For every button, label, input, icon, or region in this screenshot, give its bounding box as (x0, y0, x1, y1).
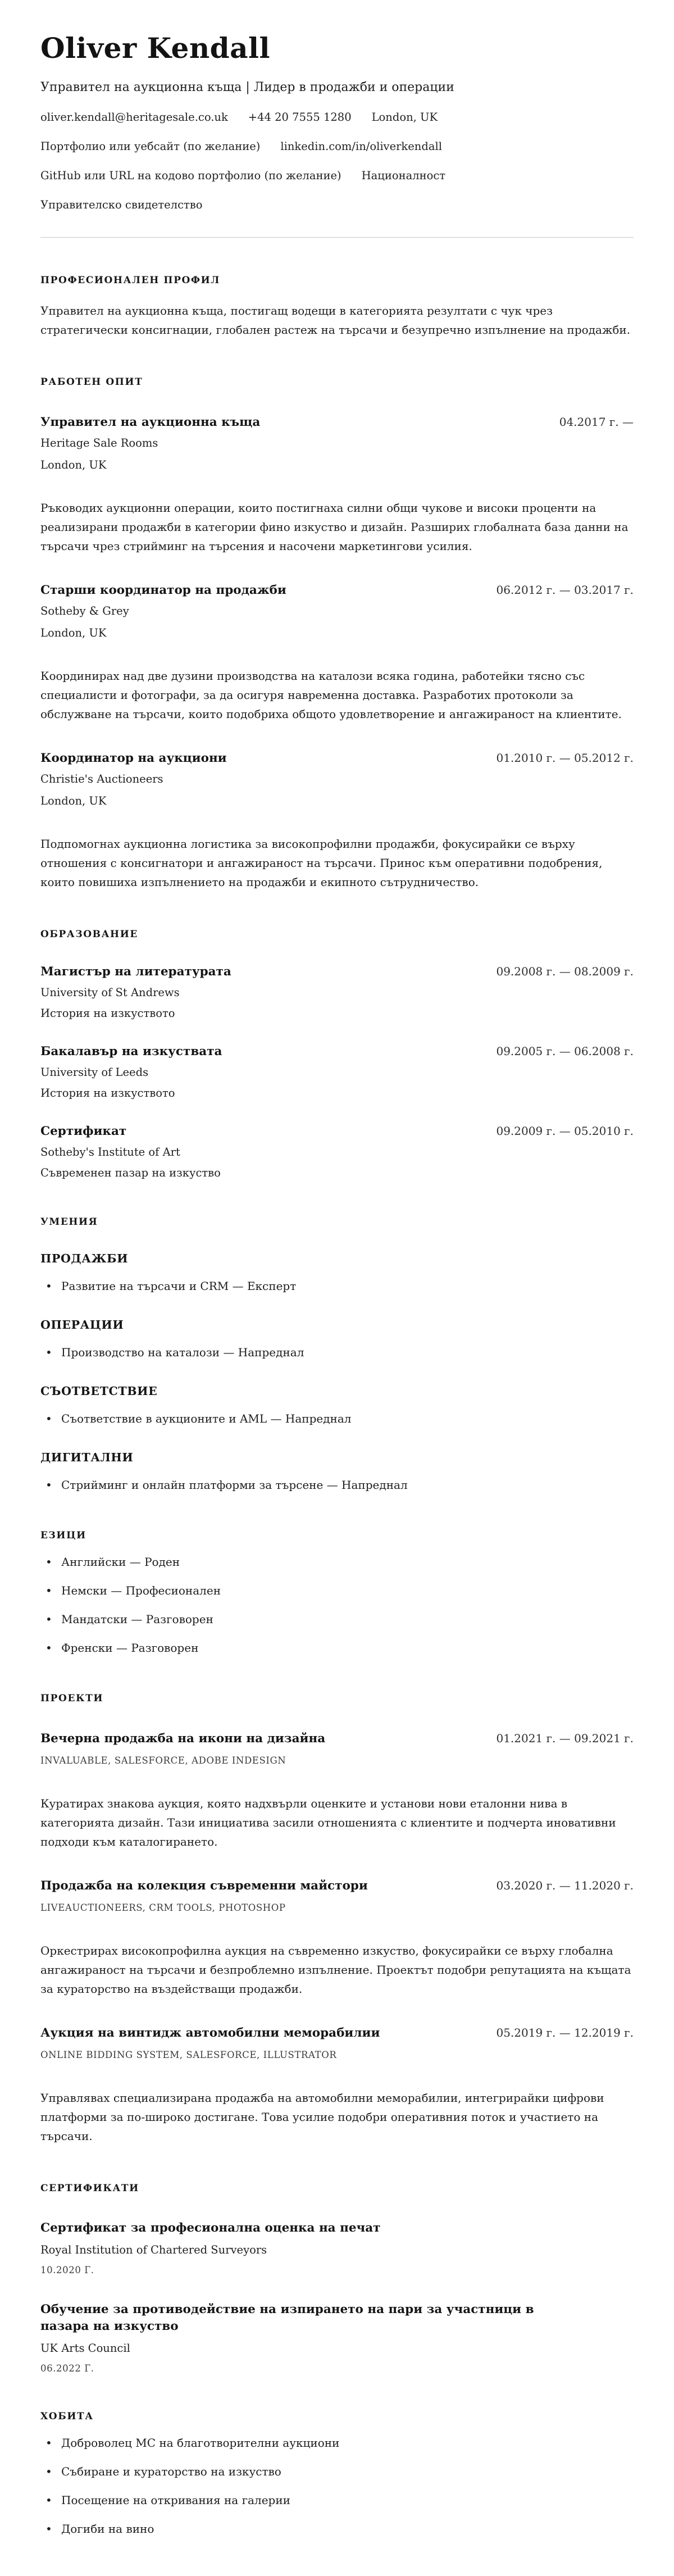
bullet-icon: • (45, 1412, 52, 1426)
project-dates: 03.2020 г. — 11.2020 г. (496, 1879, 634, 1893)
job-entry (40, 750, 634, 892)
project-description: Управлявах специализирана продажба на автомобилни меморабилии, интегрирайки цифрови платформи за по-широко достигане. Това усилие подобри оперативния поток и участието на търсачи. (40, 2091, 604, 2143)
person-name: Oliver Kendall (40, 31, 271, 65)
bullet-icon: • (45, 1612, 52, 1627)
header-divider (40, 237, 634, 238)
skill-list (40, 1279, 634, 1294)
job-title: Управител на аукционна къща (40, 415, 261, 429)
hobby-list (40, 2436, 634, 2537)
section-title-projects: ПРОЕКТИ (40, 1693, 103, 1705)
contact-email: oliver.kendall@heritagesale.co.uk (40, 111, 228, 124)
job-dates: 06.2012 г. — 03.2017 г. (496, 583, 634, 597)
school-name: Sotheby's Institute of Art (40, 1146, 180, 1159)
project-description: Оркестрирах високопрофилна аукция на съвременно изкуство, фокусирайки се върху глобална ангажираност на търсачи и безпроблемно изпълнение. Проектът подобри репутацията на къщата за кураторство на въздействащи продажби. (40, 1944, 631, 1996)
contact-row-1 (40, 111, 634, 124)
contact-github-placeholder: GitHub или URL на кодово портфолио (по желание) (40, 169, 341, 182)
language-list (40, 1555, 634, 1656)
job-title: Старши координатор на продажби (40, 583, 286, 598)
field-of-study: История на изкуството (40, 1007, 175, 1020)
project-title: Аукция на винтидж автомобилни меморабилии (40, 2026, 380, 2041)
project-title: Вечерна продажба на икони на дизайна (40, 1732, 326, 1746)
job-company: Heritage Sale Rooms (40, 437, 158, 450)
field-of-study: История на изкуството (40, 1087, 175, 1100)
hobby-item: • Доброволец МС на благотворителни аукциони (45, 2436, 340, 2450)
school-name: University of Leeds (40, 1066, 149, 1079)
bullet-icon: • (45, 2465, 52, 2479)
field-of-study: Съвременен пазар на изкуство (40, 1166, 221, 1180)
contact-portfolio-placeholder: Портфолио или уебсайт (по желание) (40, 140, 261, 153)
skill-group-operations: ОПЕРАЦИИ (40, 1318, 124, 1332)
degree-dates: 09.2009 г. — 05.2010 г. (496, 1124, 634, 1138)
job-description: Подпомогнах аукционна логистика за високопрофилни продажби, фокусирайки се върху отношения с консигнатори и ангажираност на търсачи. Принос към оперативни подобрения, които повишиха изпълнението на продажби и екипното сътрудничество. (40, 837, 603, 889)
degree-dates: 09.2005 г. — 06.2008 г. (496, 1044, 634, 1058)
certification-title: Сертификат за професионална оценка на печат (40, 2221, 381, 2236)
degree-dates: 09.2008 г. — 08.2009 г. (496, 965, 634, 979)
contact-linkedin: linkedin.com/in/oliverkendall (280, 140, 442, 153)
contact-phone: +44 20 7555 1280 (248, 111, 352, 124)
bullet-icon: • (45, 1346, 52, 1360)
job-description: Ръководих аукционни операции, които постигнаха силни общи чукове и високи проценти на реализирани продажби в категории фино изкуство и дизайн. Разширих глобалната база данни на търсачи чрез стрийминг на търсения и насочени маркетингови усилия. (40, 501, 629, 553)
job-description: Координирах над две дузини производства на каталози всяка година, работейки тясно със специалисти и фотографи, за да осигуря навременна доставка. Разработих протоколи за обслужване на търсачи, които подобриха общото удовлетворение и ангажираност на клиентите. (40, 669, 622, 721)
bullet-icon: • (45, 1279, 52, 1293)
contact-row-3 (40, 169, 634, 182)
section-title-education: ОБРАЗОВАНИЕ (40, 929, 138, 941)
job-dates: 01.2010 г. — 05.2012 г. (496, 751, 634, 765)
project-dates: 01.2021 г. — 09.2021 г. (496, 1732, 634, 1746)
skill-list (40, 1478, 634, 1493)
certification-date: 10.2020 Г. (40, 2265, 94, 2276)
section-title-hobbies: ХОБИТА (40, 2411, 94, 2423)
skill-item: • Стрийминг и онлайн платформи за търсене — Напреднал (45, 1478, 408, 1492)
section-title-experience: РАБОТЕН ОПИТ (40, 376, 143, 388)
contact-location: London, UK (371, 111, 438, 124)
hobby-item: • Посещение на откривания на галерии (45, 2493, 290, 2507)
certification-entry (40, 2301, 634, 2374)
hobby-item: • Събиране и кураторство на изкуство (45, 2465, 281, 2479)
hobby-item: • Догиби на вино (45, 2522, 154, 2536)
bullet-icon: • (45, 1641, 52, 1655)
project-entry (40, 1730, 634, 1851)
contact-row-2 (40, 140, 634, 153)
certification-title: Обучение за противодействие на изпирането на пари за участници в пазара на изкуство (40, 2302, 534, 2334)
job-location: London, UK (40, 626, 107, 640)
skill-item: • Развитие на търсачи и CRM — Експерт (45, 1279, 297, 1293)
project-tools: LIVEAUCTIONEERS, CRM TOOLS, PHOTOSHOP (40, 1902, 286, 1914)
section-title-certifications: СЕРТИФИКАТИ (40, 2183, 139, 2195)
project-entry (40, 2025, 634, 2146)
language-item: • Френски — Разговорен (45, 1641, 199, 1655)
bullet-icon: • (45, 1584, 52, 1598)
skill-group-digital: ДИГИТАЛНИ (40, 1451, 134, 1465)
skill-list (40, 1345, 634, 1360)
job-company: Christie's Auctioneers (40, 773, 163, 786)
job-location: London, UK (40, 794, 107, 808)
project-tools: INVALUABLE, SALESFORCE, ADOBE INDESIGN (40, 1755, 286, 1766)
project-description: Куратирах знакова аукция, която надхвърли оценките и установи нови еталонни нива в категорията дизайн. Тази инициатива засили отношенията с клиентите и подчерта иновативни подходи към каталогирането. (40, 1797, 616, 1849)
skill-list (40, 1411, 634, 1426)
education-entry (40, 964, 634, 1020)
degree-title: Бакалавър на изкуствата (40, 1044, 222, 1059)
certification-issuer: Royal Institution of Chartered Surveyors (40, 2243, 267, 2257)
job-location: London, UK (40, 458, 107, 472)
skill-item: • Производство на каталози — Напреднал (45, 1346, 304, 1360)
language-item: • Мандатски — Разговорен (45, 1612, 213, 1627)
contact-nationality-label: Националност (361, 169, 446, 182)
contact-license-label: Управителско свидетелство (40, 198, 203, 211)
headline: Управител на аукционна къща | Лидер в продажби и операции (40, 80, 454, 94)
project-dates: 05.2019 г. — 12.2019 г. (496, 2026, 634, 2040)
job-title: Координатор на аукциони (40, 751, 227, 766)
skill-group-compliance: СЪОТВЕТСТВИЕ (40, 1384, 158, 1398)
bullet-icon: • (45, 1478, 52, 1492)
skill-item: • Съответствие в аукционите и AML — Напреднал (45, 1412, 352, 1426)
language-item: • Немски — Професионален (45, 1584, 221, 1598)
certification-issuer: UK Arts Council (40, 2342, 130, 2355)
certification-date: 06.2022 Г. (40, 2363, 94, 2374)
job-company: Sotheby & Grey (40, 605, 129, 618)
section-title-languages: ЕЗИЦИ (40, 1530, 86, 1542)
section-title-skills: УМЕНИЯ (40, 1216, 98, 1228)
bullet-icon: • (45, 1555, 52, 1569)
certification-entry (40, 2220, 634, 2275)
bullet-icon: • (45, 2436, 52, 2450)
project-title: Продажба на колекция съвременни майстори (40, 1879, 368, 1893)
project-tools: ONLINE BIDDING SYSTEM, SALESFORCE, ILLUSTRATOR (40, 2050, 337, 2061)
project-entry (40, 1878, 634, 1998)
school-name: University of St Andrews (40, 986, 180, 999)
skill-group-sales: ПРОДАЖБИ (40, 1252, 129, 1266)
education-entry (40, 1043, 634, 1100)
bullet-icon: • (45, 2493, 52, 2507)
language-item: • Английски — Роден (45, 1555, 180, 1569)
education-entry (40, 1123, 634, 1179)
degree-title: Сертификат (40, 1124, 127, 1139)
degree-title: Магистър на литературата (40, 965, 231, 979)
job-entry (40, 414, 634, 556)
contact-row-4 (40, 198, 634, 211)
bullet-icon: • (45, 2522, 52, 2536)
job-entry (40, 582, 634, 724)
section-title-profile: ПРОФЕСИОНАЛЕН ПРОФИЛ (40, 275, 220, 286)
job-dates: 04.2017 г. — (559, 415, 634, 429)
profile-summary: Управител на аукционна къща, постигащ водещи в категорията резултати с чук чрез стратегически консигнации, глобален растеж на търсачи и безупречно изпълнение на продажби. (40, 304, 631, 337)
